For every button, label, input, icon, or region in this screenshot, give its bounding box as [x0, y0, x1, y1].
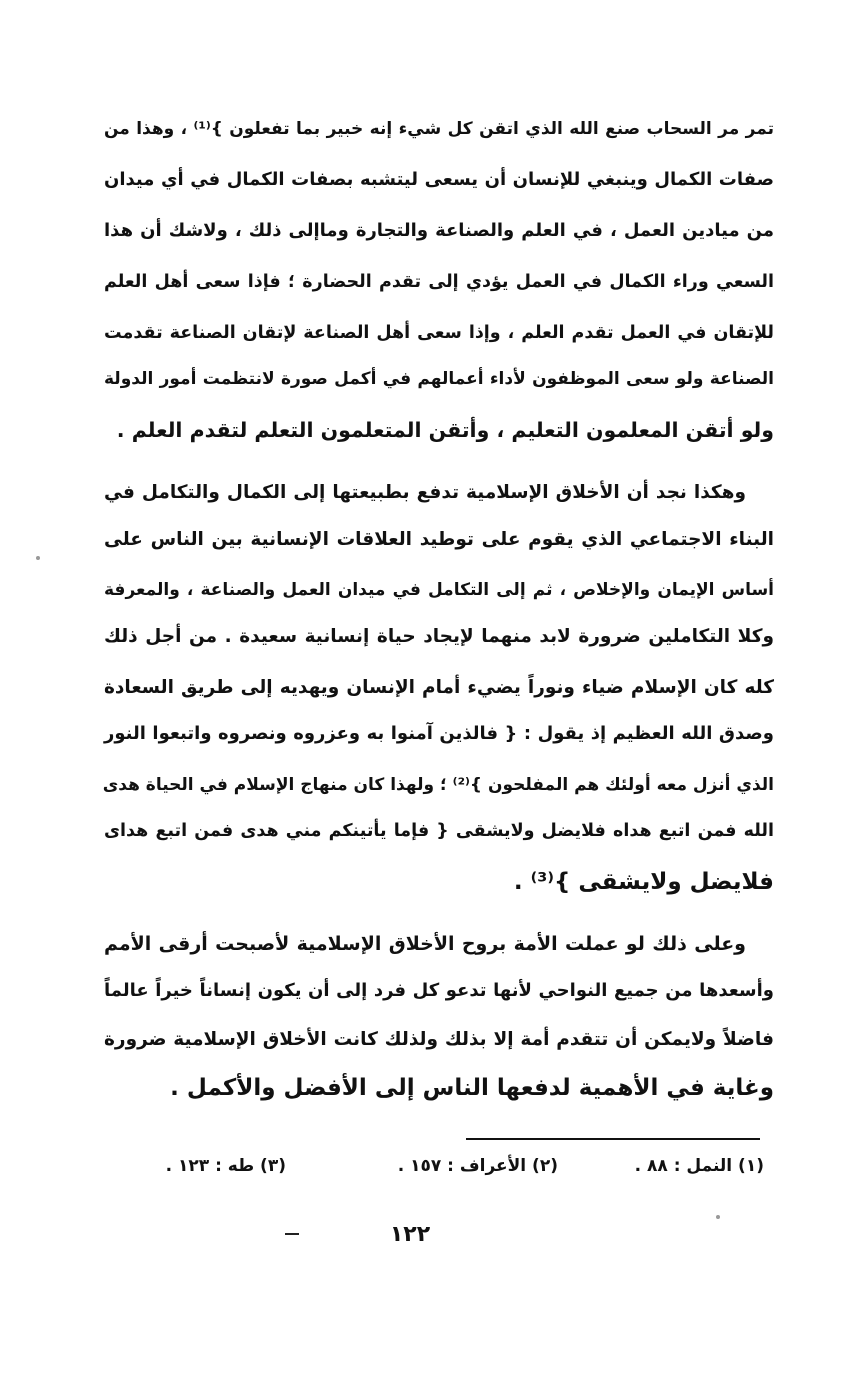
scan-speck	[36, 556, 40, 560]
text-line: وصدق الله العظيم إذ يقول : { فالذين آمنوا به وعزروه ونصروه واتبعوا النور	[104, 723, 774, 744]
text-line: الله فمن اتبع هداه فلايضل ولايشقى { فإما يأتينكم مني هدى فمن اتبع هداى	[104, 821, 774, 841]
scan-speck	[716, 1215, 720, 1219]
text-line: الصناعة ولو سعى الموظفون لأداء أعمالهم في أكمل صورة لانتظمت أمور الدولة	[104, 369, 774, 389]
text-line: تمر مر السحاب صنع الله الذي اتقن كل شيء إنه خبير بما تفعلون }⁽¹⁾ ، وهذا من	[104, 119, 775, 139]
text-line: فاضلاً ولايمكن أن تتقدم أمة إلا بذلك ولذلك كانت الأخلاق الإسلامية ضرورة	[104, 1029, 774, 1050]
text-line: الذي أنزل معه أولئك هم المفلحون }⁽²⁾ ؛ ولهذا كان منهاج الإسلام في الحياة هدى	[102, 775, 774, 795]
text-line: وهكذا نجد أن الأخلاق الإسلامية تدفع بطبيعتها إلى الكمال والتكامل في	[104, 482, 746, 503]
text-line: للإتقان في العمل تقدم العلم ، وإذا سعى أهل الصناعة لإتقان الصناعة تقدمت	[104, 323, 774, 343]
text-line: وعلى ذلك لو عملت الأمة بروح الأخلاق الإسلامية لأصبحت أرقى الأمم	[104, 933, 746, 955]
text-line: أساس الإيمان والإخلاص ، ثم إلى التكامل في ميدان العمل والصناعة ، والمعرفة	[104, 580, 774, 600]
text-line: ولو أتقن المعلمون التعليم ، وأتقن المتعلمون التعلم لتقدم العلم .	[116, 418, 774, 442]
text-line: من ميادين العمل ، في العلم والصناعة والتجارة وماإلى ذلك ، ولاشك أن هذا	[104, 220, 774, 241]
text-line: وغاية في الأهمية لدفعها الناس إلى الأفضل والأكمل .	[170, 1075, 774, 1101]
text-line: فلايضل ولايشقى }⁽³⁾ .	[513, 869, 774, 895]
page-number: ١٢٢	[389, 1222, 431, 1247]
text-line: وأسعدها من جميع النواحي لأنها تدعو كل فرد إلى أن يكون إنساناً خيراً عالماً	[104, 980, 774, 1001]
text-line: كله كان الإسلام ضياء ونوراً يضيء أمام الإنسان ويهديه إلى طريق السعادة	[104, 677, 774, 698]
footnote-3: (٣) طه : ١٢٣ .	[165, 1156, 286, 1176]
footnote-2: (٢) الأعراف : ١٥٧ .	[397, 1156, 558, 1176]
text-line: صفات الكمال وينبغي للإنسان أن يسعى ليتشبه بصفات الكمال في أي ميدان	[104, 169, 774, 190]
page-mark	[285, 1233, 299, 1235]
text-line: وكلا التكاملين ضرورة لابد منهما لإيجاد حياة إنسانية سعيدة . من أجل ذلك	[104, 626, 774, 647]
text-line: السعي وراء الكمال في العمل يؤدي إلى تقدم الحضارة ؛ فإذا سعى أهل العلم	[104, 272, 774, 292]
footnote-divider	[466, 1138, 760, 1140]
text-line: البناء الاجتماعي الذي يقوم على توطيد العلاقات الإنسانية بين الناس على	[104, 529, 774, 550]
footnote-1: (١) النمل : ٨٨ .	[634, 1156, 764, 1176]
